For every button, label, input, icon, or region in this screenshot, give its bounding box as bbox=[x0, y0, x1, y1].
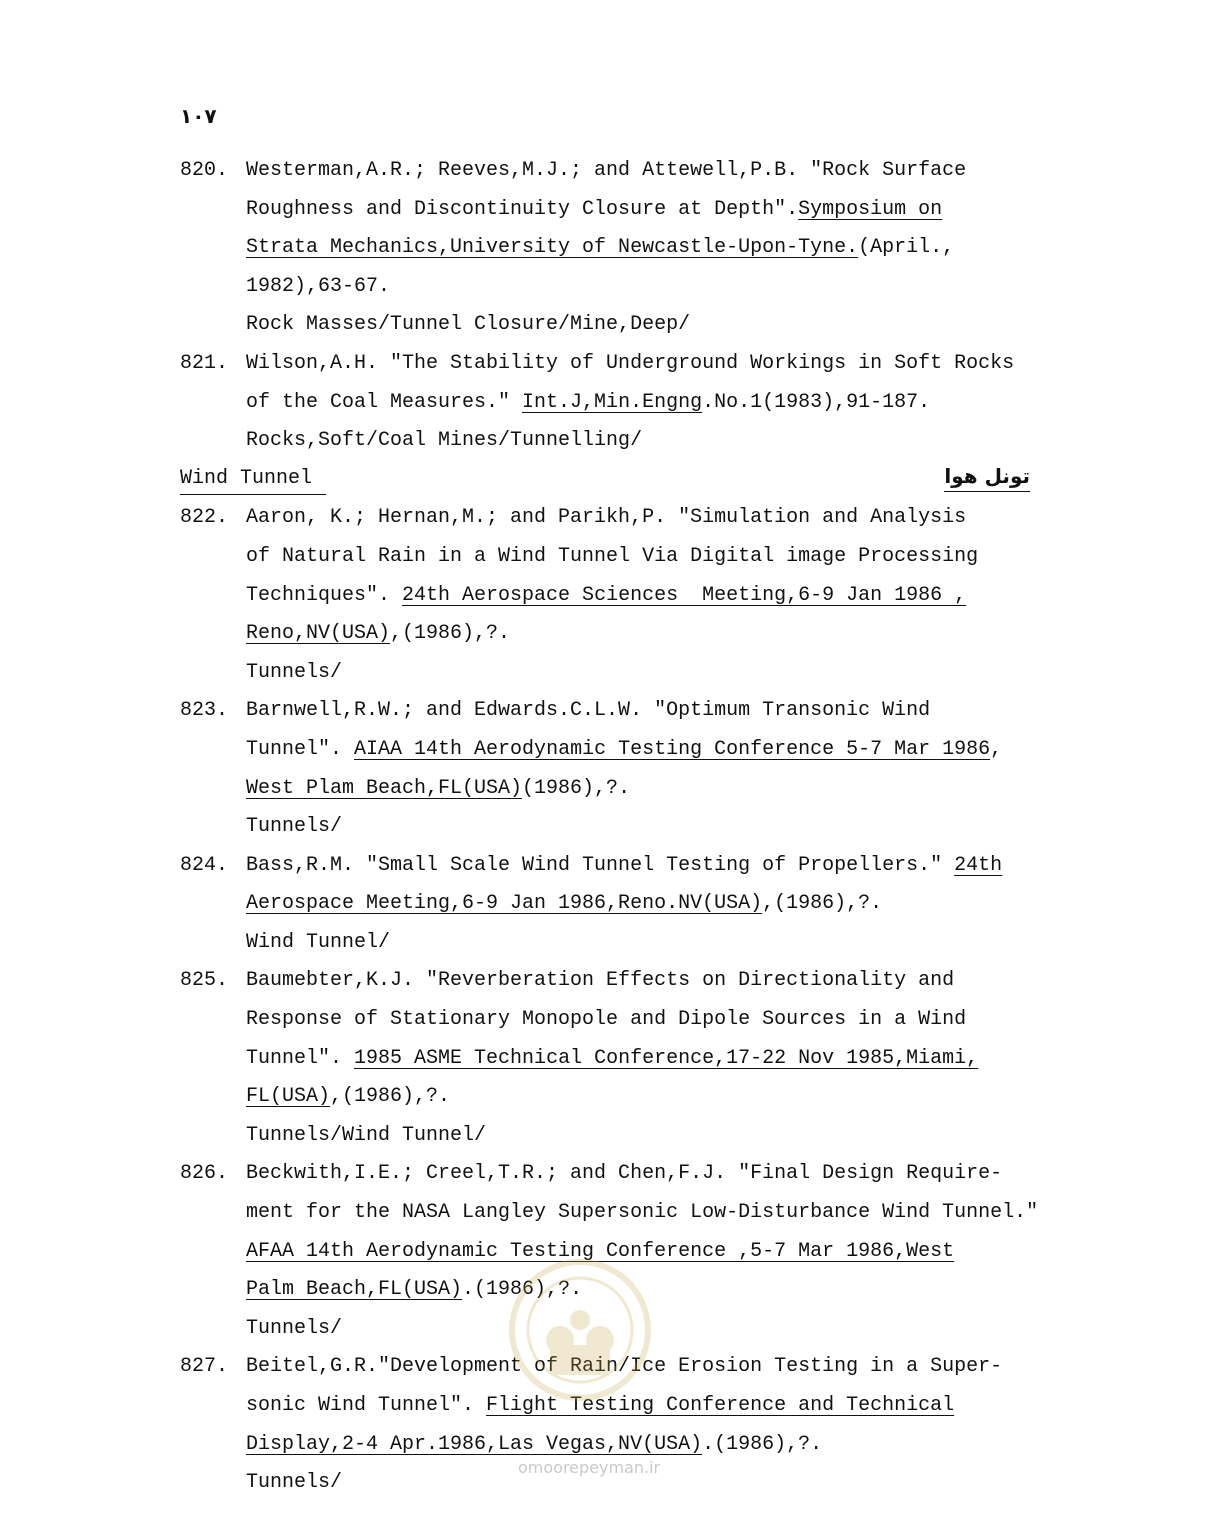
reference-source-underlined: Symposium on bbox=[798, 197, 943, 221]
reference-line bbox=[180, 847, 1080, 886]
reference-text: (1986),?. bbox=[522, 776, 631, 800]
reference-text: 1982),63-67. bbox=[246, 274, 391, 298]
reference-text: Aaron, K.; Hernan,M.; and Parikh,P. "Simulation and Analysis bbox=[246, 506, 967, 530]
reference-source-underlined: Reno,NV(USA) bbox=[246, 622, 391, 646]
reference-number: 825. bbox=[180, 969, 229, 993]
reference-line bbox=[180, 577, 1080, 616]
reference-number: 823. bbox=[180, 699, 229, 723]
reference-text: Tunnels/Wind Tunnel/ bbox=[246, 1123, 487, 1147]
reference-entry bbox=[180, 499, 1080, 692]
reference-text: ,(1986),?. bbox=[762, 892, 883, 916]
reference-text: Baumebter,K.J. "Reverberation Effects on Directionality and bbox=[246, 969, 955, 993]
reference-text: , bbox=[990, 737, 1003, 761]
reference-source-underlined: Flight Testing Conference and Technical bbox=[486, 1394, 955, 1417]
reference-text: Techniques". bbox=[246, 583, 403, 607]
reference-source-underlined: AIAA 14th Aerodynamic Testing Conference 5-7 Mar 1986 bbox=[354, 737, 991, 761]
reference-line bbox=[180, 808, 1080, 847]
reference-line bbox=[180, 499, 1080, 538]
reference-line bbox=[180, 306, 1080, 345]
reference-text: of Natural Rain in a Wind Tunnel Via Digital image Processing bbox=[246, 544, 979, 568]
reference-text: Beitel,G.R."Development of Rain/Ice Erosion Testing in a Super- bbox=[246, 1355, 1003, 1379]
section-heading bbox=[180, 461, 1030, 500]
reference-text: Roughness and Discontinuity Closure at Depth". bbox=[246, 197, 799, 221]
section-heading-english: Wind Tunnel bbox=[180, 464, 326, 495]
reference-source-underlined: 1985 ASME Technical Conference,17-22 Nov 1985,Miami, bbox=[354, 1046, 979, 1070]
reference-source-underlined: Display,2-4 Apr.1986,Las Vegas,NV(USA) bbox=[246, 1432, 703, 1456]
reference-line bbox=[180, 962, 1080, 1001]
reference-text: Tunnels/ bbox=[246, 660, 343, 684]
reference-line bbox=[180, 1155, 1080, 1194]
reference-line bbox=[180, 268, 1080, 307]
watermark-logo bbox=[505, 1250, 655, 1450]
reference-line bbox=[180, 731, 1080, 770]
reference-source-underlined: 24th Aerospace Sciences Meeting,6-9 Jan 1986 , bbox=[402, 583, 967, 607]
reference-line bbox=[180, 615, 1080, 654]
reference-text: Response of Stationary Monopole and Dipole Sources in a Wind bbox=[246, 1008, 967, 1032]
reference-line bbox=[180, 1001, 1080, 1040]
reference-source-underlined: Int.J,Min.Engng bbox=[522, 390, 703, 414]
reference-line bbox=[180, 538, 1080, 577]
reference-entry bbox=[180, 345, 1080, 461]
reference-text: Tunnels/ bbox=[246, 1471, 343, 1495]
reference-number: 827. bbox=[180, 1355, 229, 1379]
section-heading-persian: تونل هوا bbox=[944, 461, 1030, 492]
reference-text: Rocks,Soft/Coal Mines/Tunnelling/ bbox=[246, 429, 643, 453]
reference-source-underlined: Strata Mechanics,University of Newcastle-Upon-Tyne. bbox=[246, 236, 859, 260]
reference-text: sonic Wind Tunnel". bbox=[246, 1394, 487, 1417]
reference-text: .No.1(1983),91-187. bbox=[702, 390, 931, 414]
reference-text: ,(1986),?. bbox=[330, 1085, 451, 1109]
reference-text: ment for the NASA Langley Supersonic Low-Disturbance Wind Tunnel." bbox=[246, 1201, 1039, 1225]
reference-text: Tunnels/ bbox=[246, 1316, 343, 1340]
reference-line bbox=[180, 1194, 1080, 1233]
reference-number: 826. bbox=[180, 1162, 229, 1186]
reference-text: (April., bbox=[858, 236, 955, 260]
reference-line bbox=[180, 152, 1080, 191]
reference-line bbox=[180, 345, 1080, 384]
reference-entry bbox=[180, 692, 1080, 846]
reference-text: Barnwell,R.W.; and Edwards.C.L.W. "Optimum Transonic Wind bbox=[246, 699, 931, 723]
page-number: ۱۰۷ bbox=[180, 104, 217, 128]
reference-text: .(1986),?. bbox=[702, 1432, 823, 1456]
reference-line bbox=[180, 770, 1080, 809]
reference-text: .(1986),?. bbox=[462, 1278, 583, 1302]
reference-text: Tunnels/ bbox=[246, 815, 343, 839]
reference-line bbox=[180, 384, 1080, 423]
reference-entry bbox=[180, 962, 1080, 1155]
reference-number: 820. bbox=[180, 159, 229, 182]
reference-source-underlined: Aerospace Meeting,6-9 Jan 1986,Reno.NV(USA) bbox=[246, 892, 763, 916]
reference-entry bbox=[180, 847, 1080, 963]
reference-line bbox=[180, 1078, 1080, 1117]
reference-line bbox=[180, 654, 1080, 693]
reference-source-underlined: Palm Beach,FL(USA) bbox=[246, 1278, 463, 1302]
reference-line bbox=[180, 422, 1080, 461]
reference-source-underlined: 24th bbox=[954, 853, 1003, 877]
reference-text: Wilson,A.H. "The Stability of Underground Workings in Soft Rocks bbox=[246, 351, 1015, 375]
reference-number: 822. bbox=[180, 506, 229, 530]
reference-text: Wind Tunnel/ bbox=[246, 930, 391, 954]
reference-line bbox=[180, 191, 1080, 230]
reference-line bbox=[180, 692, 1080, 731]
reference-entry bbox=[180, 152, 1080, 345]
reference-text: Bass,R.M. "Small Scale Wind Tunnel Testing of Propellers." bbox=[246, 853, 955, 877]
watermark-text: omoorepeyman.ir bbox=[518, 1458, 661, 1477]
reference-source-underlined: AFAA 14th Aerodynamic Testing Conference ,5-7 Mar 1986,West bbox=[246, 1239, 955, 1263]
reference-text: of the Coal Measures." bbox=[246, 390, 523, 414]
reference-line bbox=[180, 885, 1080, 924]
reference-text: ,(1986),?. bbox=[390, 622, 511, 646]
reference-line bbox=[180, 1040, 1080, 1079]
reference-number: 824. bbox=[180, 853, 229, 877]
reference-text: Tunnel". bbox=[246, 1046, 355, 1070]
reference-line bbox=[180, 1117, 1080, 1156]
reference-text: Rock Masses/Tunnel Closure/Mine,Deep/ bbox=[246, 313, 691, 337]
reference-line bbox=[180, 924, 1080, 963]
reference-text: Tunnel". bbox=[246, 737, 355, 761]
reference-text: Beckwith,I.E.; Creel,T.R.; and Chen,F.J. "Final Design Require- bbox=[246, 1162, 1003, 1186]
reference-line bbox=[180, 229, 1080, 268]
reference-source-underlined: FL(USA) bbox=[246, 1085, 331, 1109]
reference-number: 821. bbox=[180, 351, 229, 375]
reference-text: Westerman,A.R.; Reeves,M.J.; and Attewell,P.B. "Rock Surface bbox=[246, 159, 967, 182]
reference-source-underlined: West Plam Beach,FL(USA) bbox=[246, 776, 523, 800]
